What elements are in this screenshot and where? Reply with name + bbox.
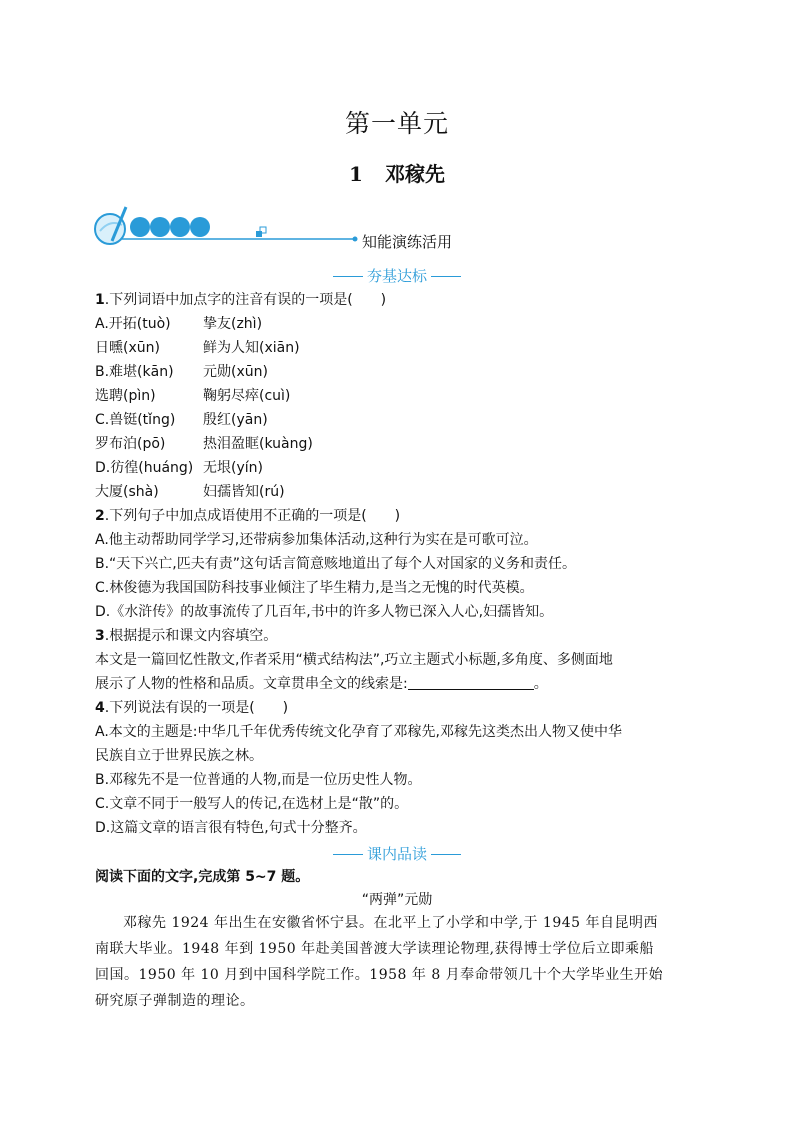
q1-option-row <box>95 336 715 360</box>
lesson-title <box>0 158 794 187</box>
q1-option-item: 大厦(shà) <box>95 484 159 500</box>
q1-option-item: 热泪盈眶(kuàng) <box>203 436 313 452</box>
q4-option-a-line1: A.本文的主题是:中华几千年优秀传统文化孕育了邓稼先,邓稼先这类杰出人物又使中华 <box>95 724 622 740</box>
answer-blank[interactable] <box>408 675 534 690</box>
unit-title: 第一单元 <box>344 109 449 138</box>
q4-option-c: C.文章不同于一般写人的传记,在选材上是“散”的。 <box>95 796 409 812</box>
q1-option-item: C.兽铤(tǐng) <box>95 412 176 428</box>
q1-stem: 1.下列词语中加点字的注音有误的一项是( ) <box>95 292 387 308</box>
q1-option-item: 罗布泊(pō) <box>95 436 166 452</box>
q1-option-item: B.难堪(kān) <box>95 364 174 380</box>
q1-option-item: 无垠(yín) <box>203 460 263 476</box>
article-line: 南联大毕业。1948 年到 1950 年赴美国普渡大学读理论物理,获得博士学位后立即乘船 <box>95 941 655 957</box>
q4-option-a-line2: 民族自立于世界民族之林。 <box>95 748 263 764</box>
q2-option-c: C.林俊德为我国国防科技事业倾注了毕生精力,是当之无愧的时代英模。 <box>95 580 534 596</box>
q1-option-item: 鞠躬尽瘁(cuì) <box>203 388 291 404</box>
banner-label: 知能演练活用 <box>362 233 453 251</box>
q1-option-row <box>95 480 715 504</box>
section-basics <box>0 265 794 286</box>
reading-instruction: 阅读下面的文字,完成第 5~7 题。 <box>95 869 310 885</box>
q2-option-b: B.“天下兴亡,匹夫有责”这句话言简意赅地道出了每个人对国家的义务和责任。 <box>95 556 577 572</box>
article-body <box>95 910 702 1014</box>
q1-option-item: 殷红(yān) <box>203 412 268 428</box>
q4-option-d: D.这篇文章的语言很有特色,句式十分整齐。 <box>95 820 367 836</box>
q1-option-item: 日曛(xūn) <box>95 340 160 356</box>
q4-option-b: B.邓稼先不是一位普通的人物,而是一位历史性人物。 <box>95 772 422 788</box>
q2-option-d: D.《水浒传》的故事流传了几百年,书中的许多人物已深入人心,妇孺皆知。 <box>95 604 554 620</box>
q1-option-item: 鲜为人知(xiān) <box>203 340 300 356</box>
q3-line1: 本文是一篇回忆性散文,作者采用“横式结构法”,巧立主题式小标题,多角度、多侧面地 <box>95 652 613 668</box>
q3-line2: 展示了人物的性格和品质。文章贯串全文的线索是: 。 <box>95 676 548 692</box>
q4-stem: 4.下列说法有误的一项是( ) <box>95 700 289 716</box>
lesson-name: 邓稼先 <box>384 162 445 186</box>
lesson-number: 1 <box>349 162 363 186</box>
q1-option-row <box>95 408 715 432</box>
q1-options <box>95 312 715 504</box>
q1-option-row <box>95 456 715 480</box>
section-reading-label: 课内品读 <box>366 845 427 863</box>
q1-option-item: D.彷徨(huáng) <box>95 460 194 476</box>
q3-stem: 3.根据提示和课文内容填空。 <box>95 628 278 644</box>
q1-option-row <box>95 432 715 456</box>
questions-block <box>95 288 715 840</box>
section-basics-label: 夯基达标 <box>366 267 427 285</box>
q1-option-row <box>95 384 715 408</box>
article-line: 研究原子弹制造的理论。 <box>95 993 255 1009</box>
q1-option-row <box>95 312 715 336</box>
q1-option-item: 挚友(zhì) <box>203 316 263 332</box>
section-banner <box>92 205 472 255</box>
q2-stem: 2.下列句子中加点成语使用不正确的一项是( ) <box>95 508 401 524</box>
q1-option-item: 选聘(pìn) <box>95 388 156 404</box>
q1-option-item: 元勋(xūn) <box>203 364 268 380</box>
q1-option-row <box>95 360 715 384</box>
q1-option-item: 妇孺皆知(rú) <box>203 484 285 500</box>
section-reading <box>0 843 794 864</box>
article-line: 邓稼先 1924 年出生在安徽省怀宁县。在北平上了小学和中学,于 1945 年自昆明西 <box>123 915 659 931</box>
q2-option-a: A.他主动帮助同学学习,还带病参加集体活动,这种行为实在是可歌可泣。 <box>95 532 538 548</box>
article-line: 回国。1950 年 10 月到中国科学院工作。1958 年 8 月奉命带领几十个大学毕业生开始 <box>95 967 664 983</box>
q1-option-item: A.开拓(tuò) <box>95 316 171 332</box>
article-title: “两弹”元勋 <box>361 892 433 908</box>
